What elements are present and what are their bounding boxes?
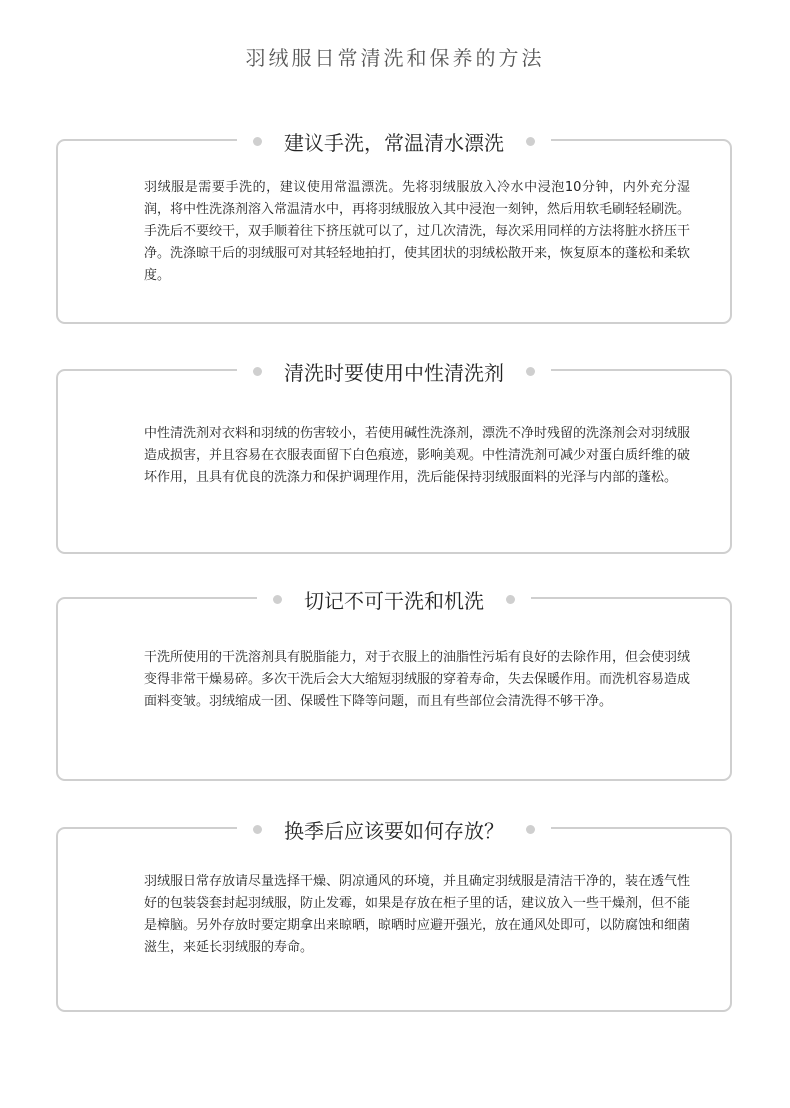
right-dot-icon <box>526 367 535 376</box>
section-body: 羽绒服是需要手洗的，建议使用常温漂洗。先将羽绒服放入冷水中浸泡10分钟，内外充分湿润，将中性洗涤剂溶入常温清水中，再将羽绒服放入其中浸泡一刻钟，然后用软毛刷轻轻刷洗。手洗后不要绞干，双手顺着往下挤压就可以了，过几次清洗，每次采用同样的方法将脏水挤压干净。洗涤晾干后的羽绒服可对其轻轻地拍打，使其团状的羽绒松散开来，恢复原本的蓬松和柔软度。 <box>144 180 691 283</box>
section-title: 清洗时要使用中性清洗剂 <box>284 360 504 385</box>
section-header <box>58 812 730 846</box>
section-title: 切记不可干洗和机洗 <box>304 588 484 613</box>
section-body: 干洗所使用的干洗溶剂具有脱脂能力，对于衣服上的油脂性污垢有良好的去除作用，但会使羽绒变得非常干燥易碎。多次干洗后会大大缩短羽绒服的穿着寿命，失去保暖作用。而洗机容易造成面料变皱。羽绒缩成一团、保暖性下降等问题，而且有些部位会清洗得不够干净。 <box>144 650 691 709</box>
left-dot-icon <box>253 825 262 834</box>
left-dot-icon <box>273 595 282 604</box>
page-title: 羽绒服日常清洗和保养的方法 <box>245 46 545 70</box>
section-title: 换季后应该要如何存放？ <box>284 818 504 843</box>
section-body: 中性清洗剂对衣料和羽绒的伤害较小，若使用碱性洗涤剂，漂洗不净时残留的洗涤剂会对羽绒服造成损害，并且容易在衣服表面留下白色痕迹，影响美观。中性清洗剂可减少对蛋白质纤维的破坏作用，且具有优良的洗涤力和保护调理作用，洗后能保持羽绒服面料的光泽与内部的蓬松。 <box>144 426 691 485</box>
section-body: 羽绒服日常存放请尽量选择干燥、阴凉通风的环境，并且确定羽绒服是清洁干净的，装在透气性好的包装袋套封起羽绒服，防止发霉，如果是存放在柜子里的话，建议放入一些干燥剂，但不能是樟脑。另外存放时要定期拿出来晾晒，晾晒时应避开强光，放在通风处即可，以防腐蚀和细菌滋生，来延长羽绒服的寿命。 <box>144 874 691 955</box>
left-dot-icon <box>253 137 262 146</box>
section-card-hand-wash <box>56 130 732 324</box>
section-card-storage <box>56 818 732 1012</box>
left-dot-icon <box>253 367 262 376</box>
section-header <box>58 354 730 388</box>
section-card-no-dry-clean <box>56 588 732 781</box>
section-header <box>58 124 730 158</box>
section-title: 建议手洗，常温清水漂洗 <box>284 130 504 155</box>
section-header <box>58 582 730 616</box>
right-dot-icon <box>526 137 535 146</box>
right-dot-icon <box>506 595 515 604</box>
section-card-neutral-detergent <box>56 360 732 554</box>
right-dot-icon <box>526 825 535 834</box>
